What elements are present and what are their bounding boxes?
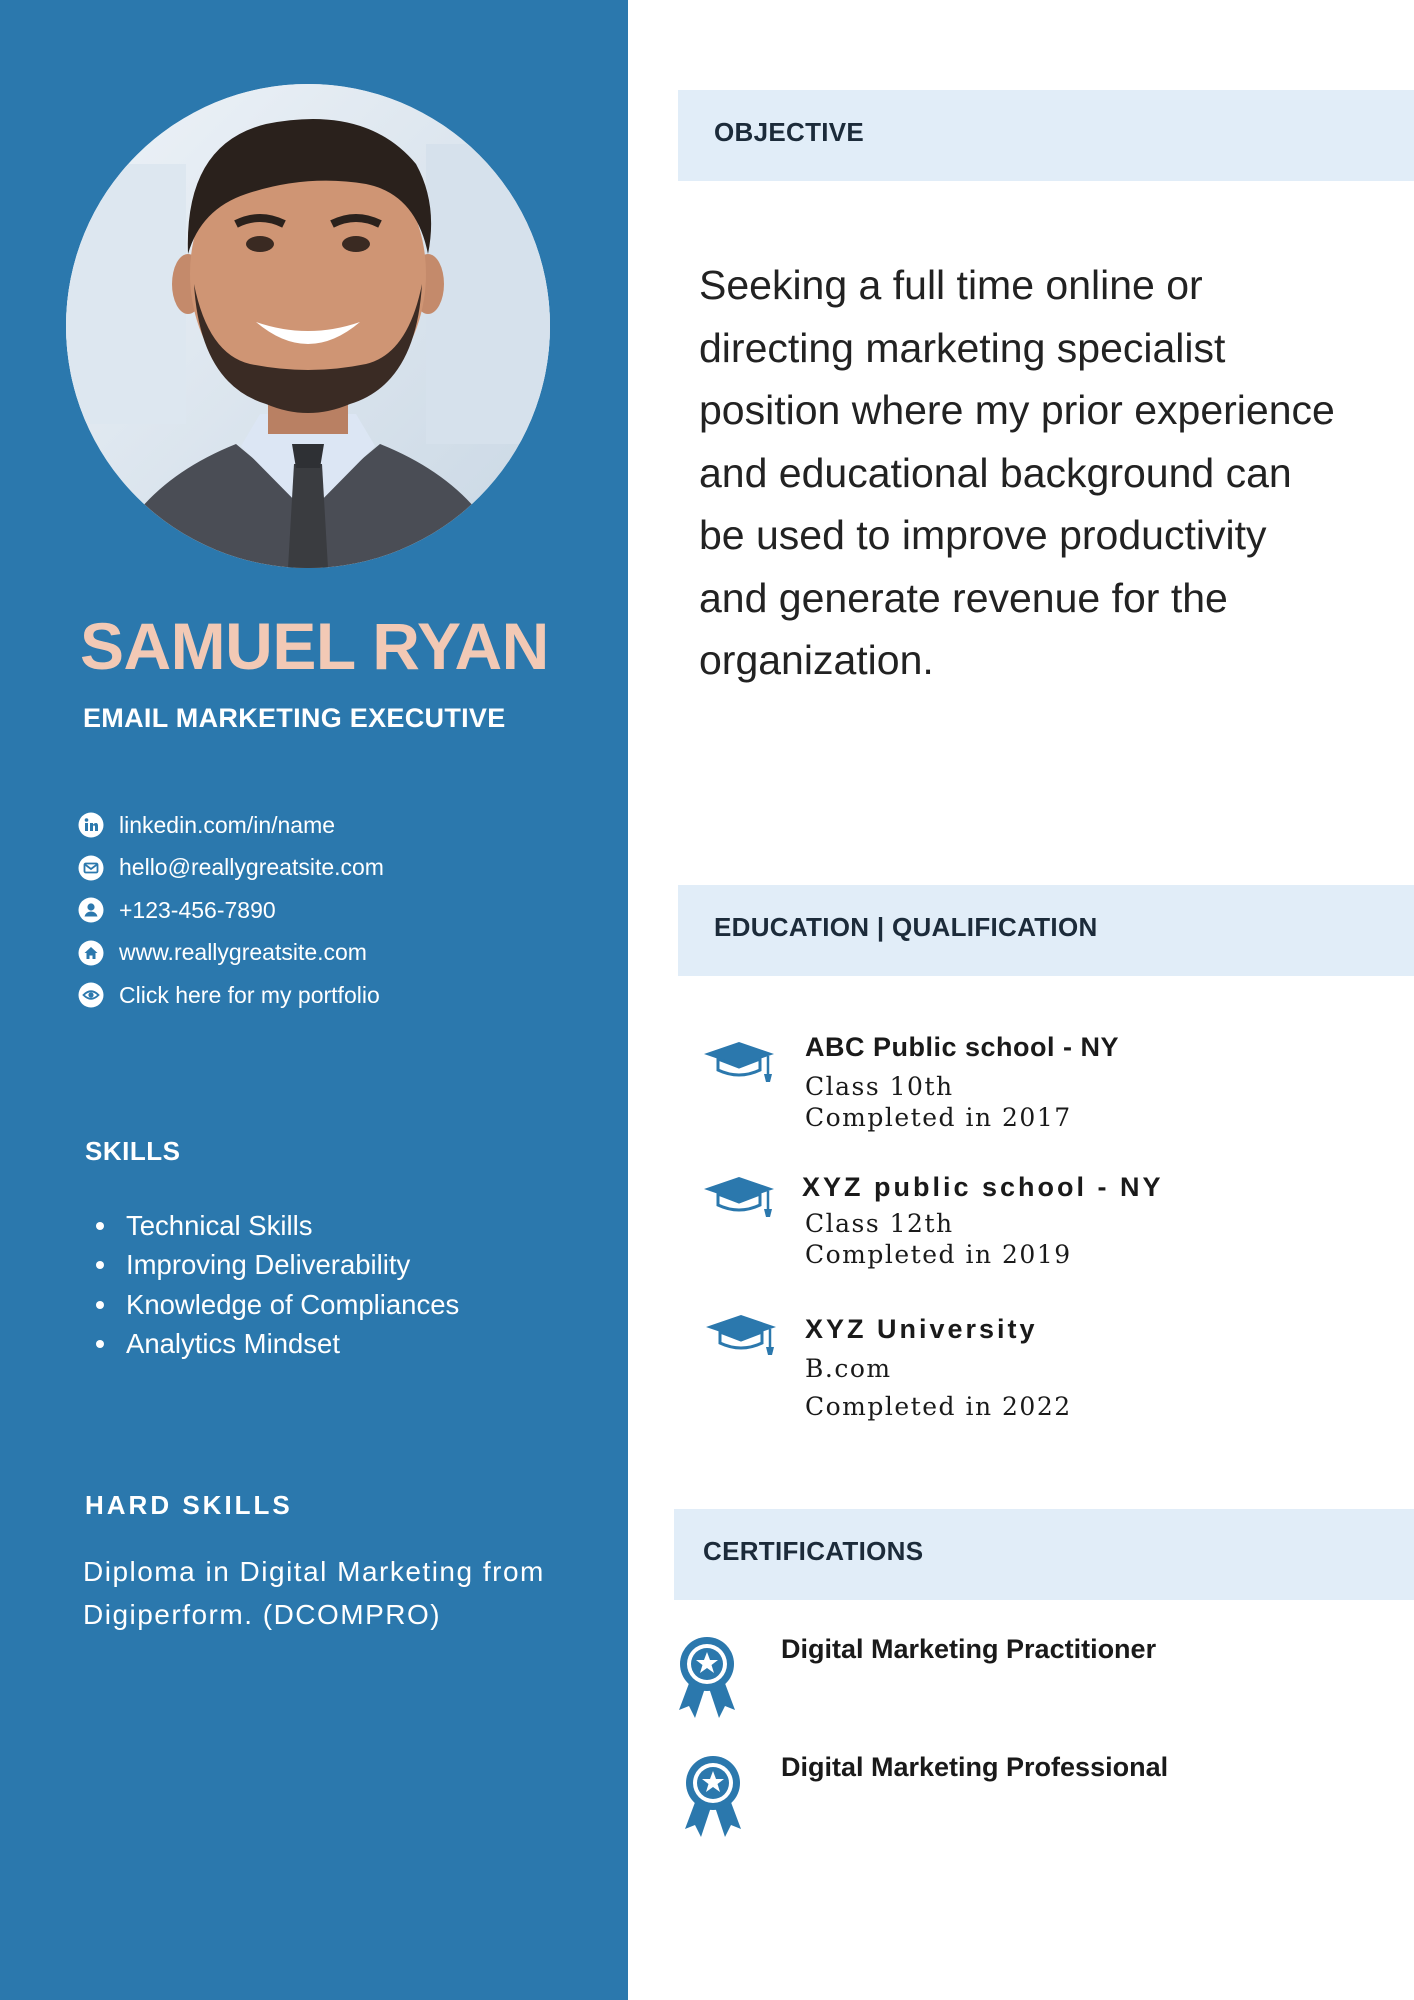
skills-heading: SKILLS — [85, 1136, 181, 1166]
certification-name: Digital Marketing Professional — [781, 1752, 1169, 1782]
certifications-heading: CERTIFICATIONS — [703, 1536, 924, 1566]
contact-text: linkedin.com/in/name — [119, 811, 336, 838]
skill-label: Technical Skills — [126, 1209, 313, 1241]
contact-linkedin[interactable] — [78, 804, 384, 847]
bullet-icon — [96, 1340, 104, 1348]
phone-person-icon — [78, 897, 104, 923]
award-ribbon-icon — [675, 1634, 739, 1720]
objective-heading: OBJECTIVE — [714, 117, 865, 147]
list-item — [90, 1206, 459, 1246]
education-heading: EDUCATION | QUALIFICATION — [714, 912, 1098, 942]
school-completed: Completed in 2019 — [805, 1240, 1072, 1269]
school-name: ABC Public school - NY — [805, 1032, 1120, 1062]
contact-phone[interactable] — [78, 889, 384, 932]
objective-text: Seeking a full time online or directing marketing specialist position where my prior experience and educational background can be used to improve productivity and generate revenue for the organization. — [699, 262, 1335, 683]
list-item — [90, 1325, 459, 1365]
job-title: EMAIL MARKETING EXECUTIVE — [83, 703, 506, 733]
graduation-cap-icon — [702, 1040, 776, 1084]
list-item — [90, 1246, 459, 1286]
hard-skills-text: Diploma in Digital Marketing from Digiperform. (DCOMPRO) — [83, 1556, 545, 1630]
bullet-icon — [96, 1261, 104, 1269]
graduation-cap-icon — [702, 1175, 776, 1219]
school-name: XYZ University — [805, 1314, 1038, 1344]
contact-text: hello@reallygreatsite.com — [119, 854, 384, 881]
contact-email[interactable] — [78, 847, 384, 890]
skills-list — [90, 1206, 459, 1364]
bullet-icon — [96, 1222, 104, 1230]
hard-skills-heading: HARD SKILLS — [85, 1490, 293, 1520]
contact-text: Click here for my portfolio — [119, 981, 380, 1008]
contact-text: +123-456-7890 — [119, 896, 276, 923]
contact-website[interactable] — [78, 932, 384, 975]
school-degree: B.com — [805, 1354, 892, 1383]
home-icon — [78, 940, 104, 966]
school-completed: Completed in 2022 — [805, 1392, 1072, 1421]
school-degree: Class 12th — [805, 1209, 954, 1238]
profile-photo — [66, 84, 550, 568]
candidate-name: SAMUEL RYAN — [80, 609, 549, 683]
bullet-icon — [96, 1301, 104, 1309]
contact-text: www.reallygreatsite.com — [119, 939, 367, 966]
skill-label: Improving Deliverability — [126, 1249, 411, 1281]
award-ribbon-icon — [681, 1753, 745, 1839]
email-icon — [78, 855, 104, 881]
contact-list — [78, 804, 384, 1017]
school-degree: Class 10th — [805, 1072, 954, 1101]
sidebar — [0, 0, 628, 2000]
graduation-cap-icon — [704, 1313, 778, 1357]
skill-label: Analytics Mindset — [126, 1328, 340, 1360]
certification-name: Digital Marketing Practitioner — [781, 1634, 1157, 1664]
school-name: XYZ public school - NY — [802, 1172, 1164, 1202]
list-item — [90, 1285, 459, 1325]
eye-icon — [78, 982, 104, 1008]
portrait-illustration — [66, 84, 550, 568]
linkedin-icon — [78, 812, 104, 838]
contact-portfolio[interactable] — [78, 974, 384, 1017]
school-completed: Completed in 2017 — [805, 1103, 1072, 1132]
skill-label: Knowledge of Compliances — [126, 1288, 460, 1320]
